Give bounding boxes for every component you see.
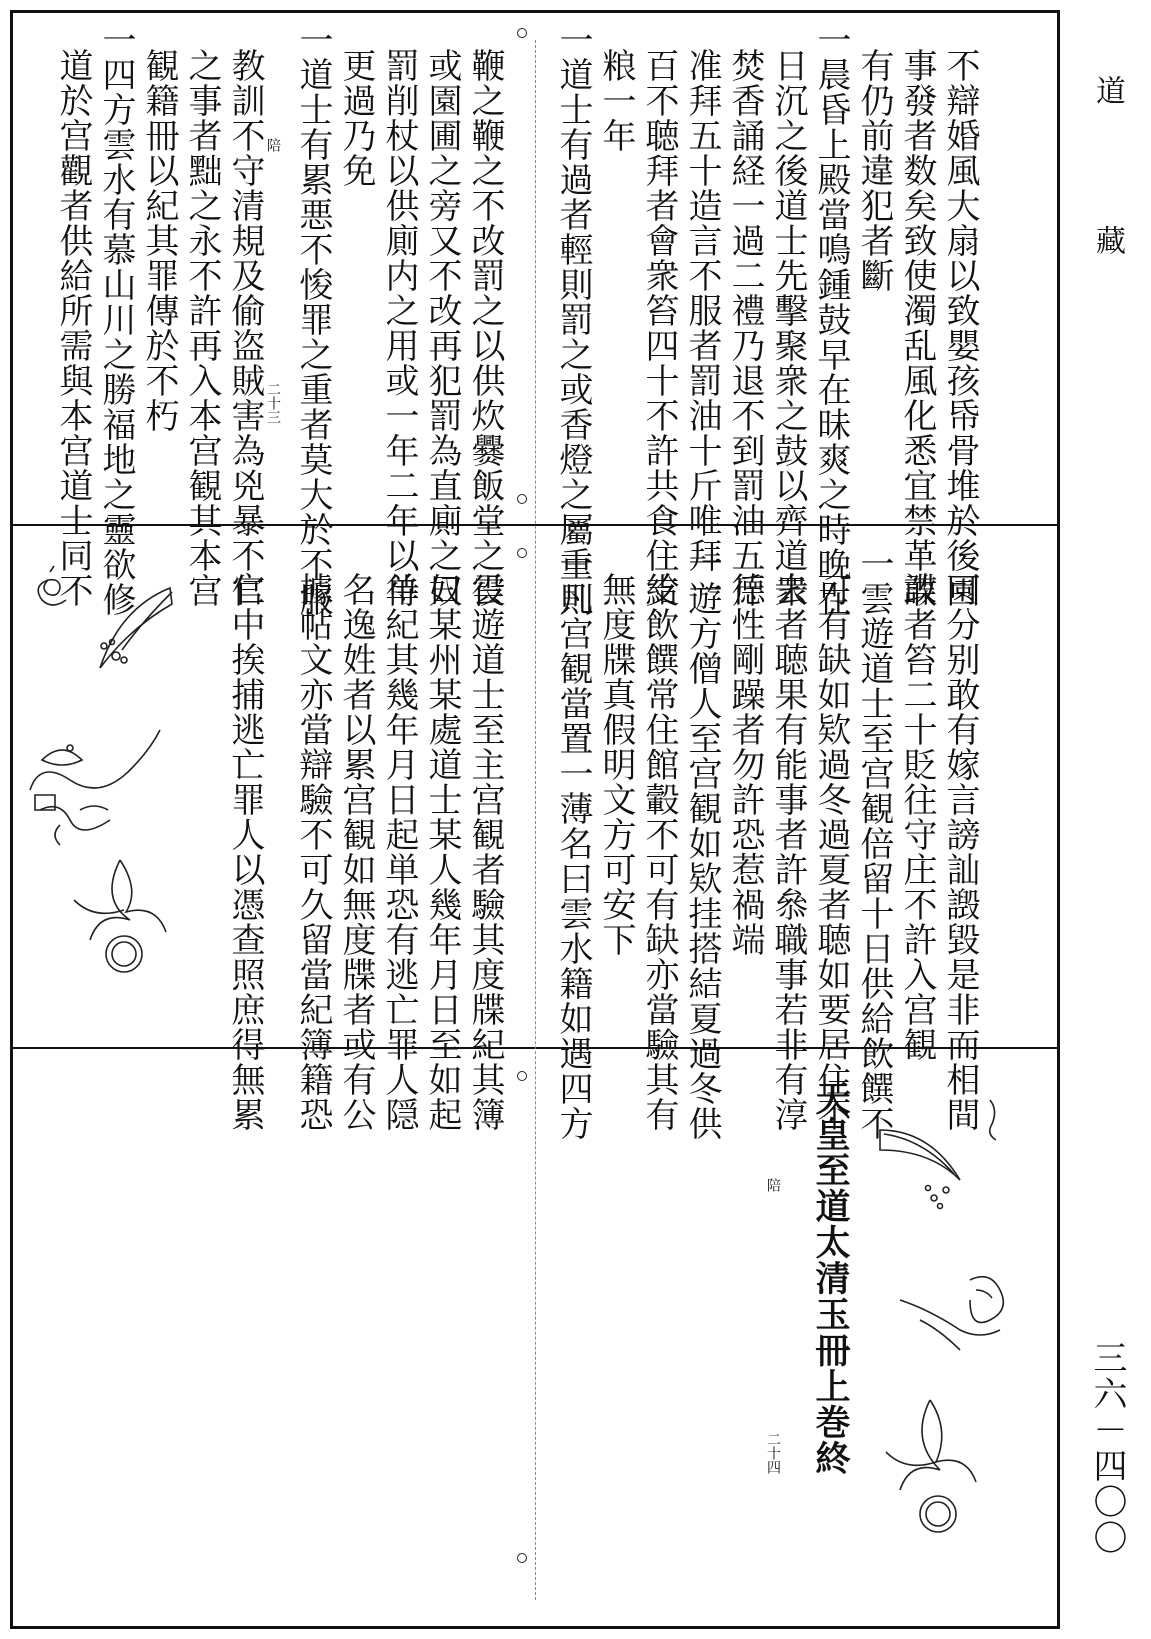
- text-column: 可分别敢有嫁言謗訕譭毀是非而相間: [940, 572, 980, 1132]
- text-column: 不辯婚風大扇以致嬰孩帋骨堆於後園: [940, 48, 980, 608]
- text-column: 教訓不守清規及偷盗賊害為兇暴不仁: [225, 48, 265, 608]
- binding-hole: [517, 1553, 527, 1563]
- text-column: 給飲饌常住館轂不可有缺亦當驗其有: [639, 572, 679, 1132]
- text-column: 焚香誦経一過二禮乃退不到罰油五斤: [725, 48, 765, 608]
- small-note: 陪: [765, 1178, 781, 1192]
- binding-hole: [517, 494, 527, 504]
- text-column: 日沉之後道士先擊聚衆之鼓以齊道衆: [768, 48, 808, 608]
- volume-end-title: 天皇至道太清玉冊上巻終: [810, 1080, 851, 1476]
- margin-title-bottom: 藏: [1090, 225, 1125, 283]
- small-note: 二十三: [265, 382, 281, 424]
- text-column: 鞭之鞭之不改罰之以供炊爨飯堂之役: [465, 48, 505, 608]
- binding-hole: [517, 548, 527, 558]
- text-column: 一雲遊道士至宫観倍留十日供給飲饌不: [854, 546, 894, 1141]
- text-column: 去者聴果有能事者許叅職事若非有淳: [768, 572, 808, 1132]
- text-column: 更過乃免: [336, 48, 376, 188]
- text-column: 事發者数矣致使濁乱風化悉宜禁革敢: [897, 48, 937, 608]
- binding-hole: [517, 1071, 527, 1081]
- text-column: 一晨昏上殿當鳴鍾鼓早在昧爽之時晚在: [811, 22, 851, 617]
- text-column: 観籍冊以紀其罪傳於不朽: [139, 48, 179, 433]
- text-column: 准拜五十造言不服者罰油十斤唯拜一: [682, 48, 722, 608]
- cloud-ornament-illustration: [850, 1090, 1040, 1620]
- small-note: 二十四: [765, 1432, 781, 1474]
- text-column: 一遊方僧人至宫観如欵挂搭結夏過冬供: [682, 546, 722, 1141]
- text-column: 一道士有累悪不悛罪之重者莫大於不服: [293, 22, 333, 617]
- text-column: 雲遊道士至主宫観者驗其度牒紀其簿: [465, 572, 505, 1132]
- text-column: 道於宫觀者供給所需與本宫道士同不: [53, 48, 93, 608]
- small-note: 陪: [265, 138, 281, 152]
- page-number: 三六－四〇〇: [1087, 1340, 1127, 1556]
- text-column: 之事者黜之永不許再入本宫観其本宫: [182, 48, 222, 608]
- text-column: 罰削杖以供廁内之用或一年二年以待: [379, 48, 419, 608]
- text-column: 一道士有過者輕則罰之或香燈之屬重則: [553, 22, 593, 617]
- text-column: 德性剛躁者勿許恐惹禍端: [725, 572, 765, 957]
- text-column: 名逸姓者以累宫観如無度牒者或有公: [336, 572, 376, 1132]
- fold-line: [535, 40, 536, 1600]
- text-column: 或園圃之旁又不改再犯罰為直廁之奴: [422, 48, 462, 608]
- text-column: 一四方雲水有慕山川之勝福地之靈欲修: [96, 22, 136, 617]
- text-column: 曰某州某處道士某人幾年月日至如起: [422, 572, 462, 1132]
- text-column: 有仍前違犯者斷: [854, 48, 894, 293]
- text-column: 一凡宫観當置一薄名曰雲水籍如遇四方: [553, 546, 593, 1141]
- text-column: 单紀其幾年月日起単恐有逃亡罪人隠: [379, 572, 419, 1132]
- text-column: 官中挨捕逃亡罪人以憑查照庶得無累: [225, 572, 265, 1132]
- text-column: 可有缺如欵過冬過夏者聴如要居住不: [811, 572, 851, 1132]
- text-column: 百不聴拜者會衆笞四十不許共食住支: [639, 48, 679, 608]
- cloud-ornament-illustration: [20, 560, 210, 1020]
- binding-hole: [517, 28, 527, 38]
- text-column: 無度牒真假明文方可安下: [596, 572, 636, 957]
- text-column: 據帖文亦當辯驗不可久留當紀簿籍恐: [293, 572, 333, 1132]
- margin-title-top: 道: [1090, 75, 1125, 133]
- text-column: 粮一年: [596, 48, 636, 153]
- text-column: 諜者笞二十貶往守庄不許入宫観: [897, 572, 937, 1062]
